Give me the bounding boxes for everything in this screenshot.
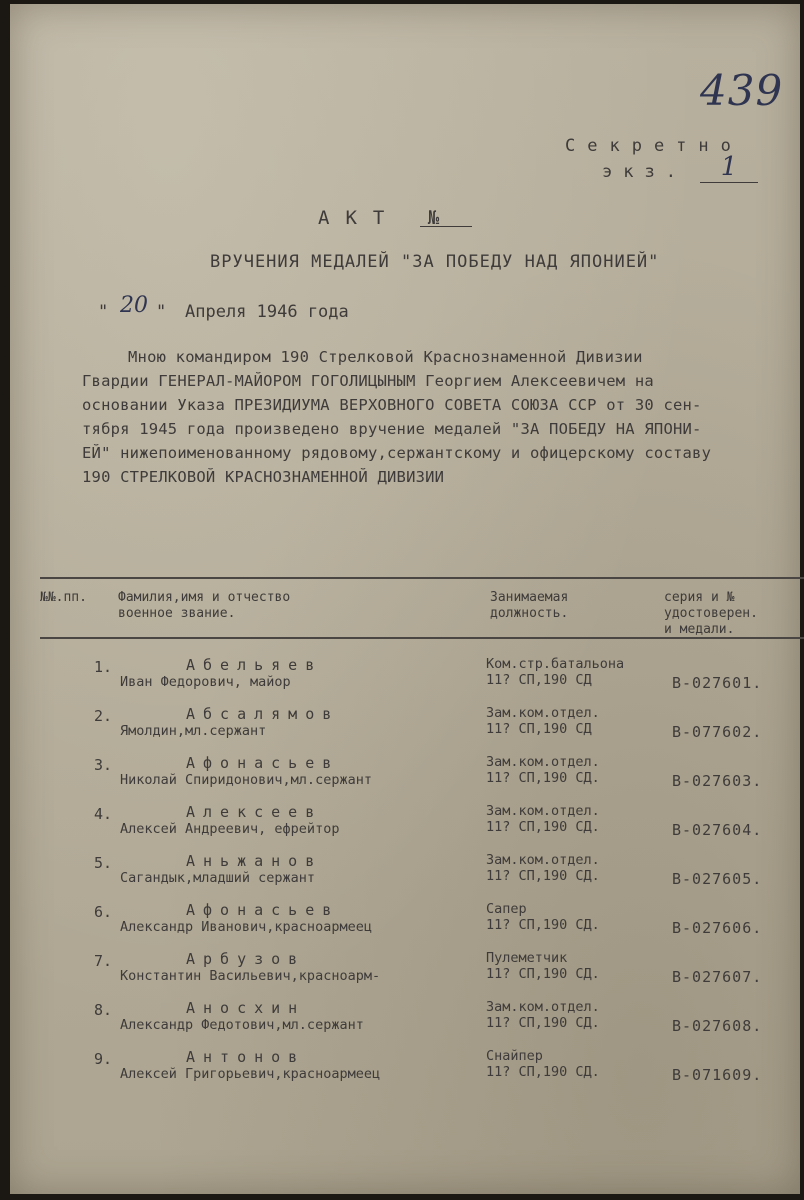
copy-number: 1 [700, 152, 758, 183]
body-line: 190 СТРЕЛКОВОЙ КРАСНОЗНАМЕННОЙ ДИВИЗИИ [82, 468, 445, 486]
row-name-rank: Николай Спиридонович,мл.сержант [120, 772, 372, 788]
secret-label: Секретно [565, 136, 743, 156]
row-number: 5. [94, 854, 113, 872]
row-position: Ком.стр.батальона 11? СП,190 СД [486, 656, 625, 688]
row-number: 1. [94, 658, 113, 676]
row-serial: В-077602. [672, 723, 763, 741]
row-position: Сапер 11? СП,190 СД. [486, 901, 600, 933]
row-surname: Афонасьев [186, 754, 340, 772]
body-line: тября 1945 года произведено вручение медалей "ЗА ПОБЕДУ НА ЯПОНИ- [82, 420, 702, 438]
column-header-serial: серия и № удостоверен. и медали. [664, 590, 758, 637]
row-name-rank: Александр Федотович,мл.сержант [120, 1017, 364, 1033]
row-name-rank: Сагандык,младший сержант [120, 870, 316, 886]
body-line: Гвардии ГЕНЕРАЛ-МАЙОРОМ ГОГОЛИЦЫНЫМ Георгием Алексеевичем на [82, 372, 654, 390]
row-surname: Афонасьев [186, 901, 340, 919]
row-number: 6. [94, 903, 113, 921]
row-name-rank: Алексей Андреевич, ефрейтор [120, 821, 340, 837]
copy-label: экз. [602, 162, 687, 182]
row-name-rank: Константин Васильевич,красноарм- [120, 968, 381, 984]
body-line: Мною командиром 190 Стрелковой Краснознаменной Дивизии [128, 348, 643, 366]
act-subtitle: ВРУЧЕНИЯ МЕДАЛЕЙ "ЗА ПОБЕДУ НАД ЯПОНИЕЙ" [210, 252, 660, 272]
act-title: АКТ № [318, 207, 456, 229]
row-position: Зам.ком.отдел. 11? СП,190 СД. [486, 999, 600, 1031]
row-name-rank: Александр Иванович,красноармеец [120, 919, 372, 935]
row-surname: Арбузов [186, 950, 306, 968]
row-position: Зам.ком.отдел. 11? СП,190 СД [486, 705, 600, 737]
row-serial: В-027608. [672, 1017, 763, 1035]
row-serial: В-027607. [672, 968, 763, 986]
row-position: Снайпер 11? СП,190 СД. [486, 1048, 600, 1080]
row-surname: Абельяев [186, 656, 323, 674]
row-surname: Аносхин [186, 999, 306, 1017]
row-surname: Антонов [186, 1048, 306, 1066]
page-number: 439 [700, 66, 784, 115]
row-position: Зам.ком.отдел. 11? СП,190 СД. [486, 754, 600, 786]
row-surname: Алексеев [186, 803, 323, 821]
table-header-rule [40, 637, 804, 639]
row-number: 7. [94, 952, 113, 970]
date-day: 20 [120, 293, 148, 318]
date-open-quote: " [98, 302, 109, 322]
row-surname: Абсалямов [186, 705, 340, 723]
column-header-number: №№.пп. [40, 590, 87, 605]
table-top-rule [40, 577, 804, 579]
row-serial: В-027603. [672, 772, 763, 790]
row-position: Зам.ком.отдел. 11? СП,190 СД. [486, 852, 600, 884]
body-line: основании Указа ПРЕЗИДИУМА ВЕРХОВНОГО СОВЕТА СОЮЗА ССР от 30 сен- [82, 396, 702, 414]
document-page [10, 4, 800, 1194]
row-serial: В-027604. [672, 821, 763, 839]
row-serial: В-027605. [672, 870, 763, 888]
row-serial: В-027606. [672, 919, 763, 937]
body-line: ЕЙ" нижепоименованному рядовому,сержантскому и офицерскому составу [82, 444, 712, 462]
row-serial: В-071609. [672, 1066, 763, 1084]
date-close-quote: " [156, 302, 167, 322]
row-position: Зам.ком.отдел. 11? СП,190 СД. [486, 803, 600, 835]
column-header-name: Фамилия,имя и отчество военное звание. [118, 590, 291, 621]
act-number-line [420, 208, 472, 227]
row-number: 3. [94, 756, 113, 774]
row-number: 8. [94, 1001, 113, 1019]
row-serial: В-027601. [672, 674, 763, 692]
date-month-year: Апреля 1946 года [185, 302, 349, 322]
row-number: 9. [94, 1050, 113, 1068]
row-name-rank: Алексей Григорьевич,красноармеец [120, 1066, 381, 1082]
row-number: 2. [94, 707, 113, 725]
row-position: Пулеметчик 11? СП,190 СД. [486, 950, 600, 982]
row-name-rank: Иван Федорович, майор [120, 674, 291, 690]
row-surname: Аньжанов [186, 852, 323, 870]
column-header-position: Занимаемая должность. [490, 590, 569, 621]
row-number: 4. [94, 805, 113, 823]
row-name-rank: Ямолдин,мл.сержант [120, 723, 267, 739]
